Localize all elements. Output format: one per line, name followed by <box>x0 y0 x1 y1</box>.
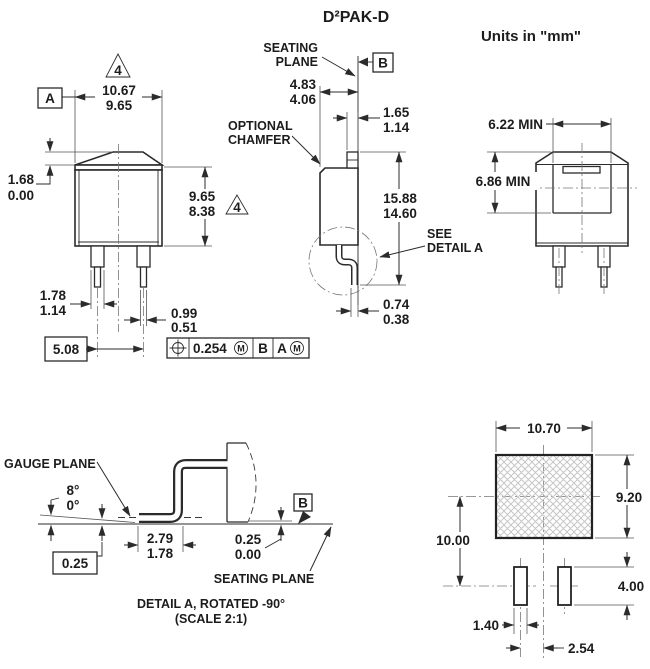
seating-plane-callout-side <box>263 41 393 76</box>
tab-pad <box>496 455 592 538</box>
dim-pocket-height-value: 6.86 MIN <box>475 174 531 189</box>
seating-plane-label-line1: SEATING <box>263 41 318 55</box>
dim-half-pitch <box>506 641 595 656</box>
dim-lead-pad-width <box>473 608 539 634</box>
dim-foot-length-min: 1.78 <box>146 546 174 561</box>
side-view <box>228 41 483 327</box>
dim-lead-thickness-max: 0.74 <box>383 297 410 312</box>
back-view <box>466 117 637 296</box>
dim-pad-height <box>595 455 647 538</box>
dim-flatness <box>53 504 102 574</box>
lead-left-front <box>91 246 104 287</box>
dim-body-depth-max: 4.83 <box>289 77 316 92</box>
dim-standoff <box>235 507 292 562</box>
datum-b-arrow-side <box>358 58 368 67</box>
fcf-tolerance: 0.254 <box>193 341 227 356</box>
lead-right-front <box>137 246 150 287</box>
dim-overall-height <box>360 152 423 285</box>
svg-text:M: M <box>237 343 245 354</box>
dim-lead-tip-min: 0.51 <box>171 320 198 335</box>
dim-lead-tip-width <box>124 290 198 335</box>
dim-standoff-max: 0.25 <box>234 532 262 547</box>
dim-foot-length-max: 2.79 <box>146 531 174 546</box>
dim-tab-height-max: 1.68 <box>7 172 34 187</box>
dim-lead-width-min: 1.14 <box>39 303 66 318</box>
detail-caption-line1: DETAIL A, ROTATED -90° <box>136 597 286 611</box>
broken-section-arc <box>246 443 256 522</box>
package-body-detail <box>227 443 256 522</box>
lead-side <box>339 245 355 285</box>
dim-lead-tip-max: 0.99 <box>171 306 198 321</box>
see-detail-line1: SEE <box>427 227 453 241</box>
chamfer-label-line2: CHAMFER <box>228 133 291 147</box>
fcf-datum-b: B <box>258 341 268 356</box>
datum-a-label: A <box>45 91 55 106</box>
dim-body-height-min: 8.38 <box>188 204 216 219</box>
dim-lead-width-max: 1.78 <box>39 288 66 303</box>
see-detail-callout <box>380 227 483 257</box>
dim-half-pitch-value: 2.54 <box>568 641 595 656</box>
dim-tab-depth-min: 1.14 <box>383 120 410 135</box>
dim-pocket-width-value: 6.22 MIN <box>488 117 543 132</box>
note-flag-side-label: 4 <box>233 200 241 215</box>
dim-overall-height-max: 15.88 <box>383 191 417 206</box>
dim-lead-pitch <box>45 337 143 361</box>
dim-lead-width <box>40 270 117 318</box>
datum-b-callout-detail <box>294 494 312 524</box>
seating-plane-label-line2: PLANE <box>275 55 318 69</box>
seating-plane-callout-detail <box>214 527 331 586</box>
units-note: Units in "mm" <box>480 28 582 45</box>
dim-angle-max: 8° <box>66 483 80 498</box>
datum-b-label-detail: B <box>298 495 308 511</box>
dim-pad-span <box>428 497 477 587</box>
dim-pad-span-value: 10.00 <box>436 533 470 548</box>
dim-lead-pad-height-value: 4.00 <box>617 579 645 594</box>
drawing-title: D²PAK-D <box>322 9 390 26</box>
dim-body-height-max: 9.65 <box>188 189 216 204</box>
dim-lead-angle <box>51 483 79 541</box>
dim-tab-depth <box>333 105 410 150</box>
lead-profile-detail <box>139 464 228 518</box>
dim-body-width-min: 9.65 <box>105 98 133 113</box>
dim-body-depth-min: 4.06 <box>289 92 316 107</box>
see-detail-line2: DETAIL A <box>427 241 484 255</box>
dim-pitch-value: 5.08 <box>52 342 80 357</box>
front-view <box>8 54 309 361</box>
lead-pad-left <box>514 567 527 605</box>
fcf-datum-a: A <box>277 341 287 356</box>
gauge-plane-label: GAUGE PLANE <box>4 457 96 471</box>
dim-lead-thickness <box>336 288 410 327</box>
note-flag-top-label: 4 <box>114 63 122 78</box>
dim-pad-width-value: 10.70 <box>527 421 561 436</box>
feature-control-frame <box>167 338 309 358</box>
dim-body-width-max: 10.67 <box>102 83 136 98</box>
detail-a-view <box>4 443 333 626</box>
datum-b-label-side: B <box>378 55 388 71</box>
dim-body-height <box>164 167 248 246</box>
dim-foot-length <box>124 526 196 561</box>
gauge-angle-line <box>40 515 135 523</box>
dim-tab-height-min: 0.00 <box>7 188 34 203</box>
dim-flatness-value: 0.25 <box>61 556 89 571</box>
chamfer-label-line1: OPTIONAL <box>228 119 293 133</box>
dim-body-width <box>38 54 162 163</box>
dim-pad-height-value: 9.20 <box>615 490 643 505</box>
optional-chamfer-callout <box>228 119 320 164</box>
dim-lead-thickness-min: 0.38 <box>383 312 410 327</box>
dim-standoff-min: 0.00 <box>234 547 262 562</box>
detail-caption-line2: (SCALE 2:1) <box>174 612 248 626</box>
dim-lead-pad-height <box>574 552 650 620</box>
dim-angle-min: 0° <box>66 498 80 513</box>
dim-pad-width <box>496 419 592 452</box>
package-body-side <box>320 168 358 245</box>
tab-slot-back <box>563 167 600 174</box>
lead-pad-right <box>558 567 571 605</box>
datum-b-arrow-detail <box>298 511 311 524</box>
svg-text:M: M <box>293 343 301 354</box>
dim-overall-height-min: 14.60 <box>383 206 417 221</box>
footprint-view <box>428 419 650 658</box>
seating-plane-label-detail: SEATING PLANE <box>213 572 315 586</box>
dim-lead-pad-width-value: 1.40 <box>472 618 499 633</box>
dim-tab-depth-max: 1.65 <box>383 105 410 120</box>
